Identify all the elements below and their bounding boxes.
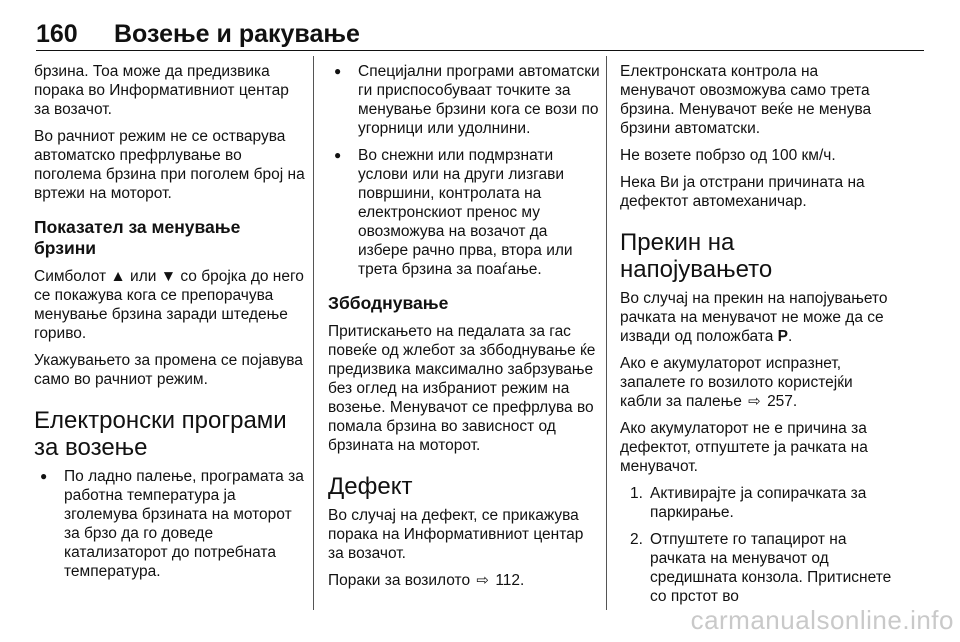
text-span: Во случај на прекин на напојувањето рачката на менувачот не може да се извади од положбата bbox=[620, 290, 888, 345]
page-header bbox=[36, 18, 924, 51]
step-text: Отпуштете го тапацирот на рачката на менувачот од средишната конзола. Притиснете со прстот во bbox=[650, 531, 892, 605]
step-number: 2. bbox=[630, 531, 643, 548]
paragraph: Симболот ▲ или ▼ со бројка до него се покажува кога се препорачува менување брзина заради штедење гориво. bbox=[34, 268, 304, 342]
text-span: Ако е акумулаторот испразнет, запалете го возилото користејќи кабли за палење bbox=[620, 355, 853, 410]
section-heading-kickdown: Зббоднување bbox=[328, 293, 449, 313]
paragraph-reference bbox=[620, 354, 892, 411]
bullet-list bbox=[328, 62, 600, 279]
section-heading-electronic-programs: Електронски програми за возење bbox=[34, 407, 287, 461]
watermark: carmanualsonline.info bbox=[690, 605, 954, 635]
column-1 bbox=[34, 62, 306, 589]
step-number: 1. bbox=[630, 485, 643, 502]
paragraph: Притискањето на педалата за гас повеќе од жлебот за зббоднување ќе предизвика максимално забрзување без оглед на избраниот режим на возење. Менувачот се префрлува во помала брзина во зависност од брзината на моторот. bbox=[328, 323, 596, 454]
list-item bbox=[620, 484, 892, 522]
column-2 bbox=[328, 62, 600, 598]
list-item bbox=[620, 530, 892, 606]
column-divider bbox=[313, 56, 314, 610]
paragraph: Не возете побрзо од 100 км/ч. bbox=[620, 147, 836, 164]
paragraph bbox=[620, 289, 892, 346]
text-span: . bbox=[787, 328, 793, 345]
reference-text: Пораки за возилото bbox=[328, 572, 471, 589]
bullet-list bbox=[34, 467, 306, 581]
step-text: Активирајте ја сопирачката за паркирање. bbox=[650, 485, 867, 521]
list-item: ● По ладно палење, програмата за работна температура ја зголемува брзината на моторот за брзо да го доведе катализаторот до потребната температура. bbox=[34, 467, 306, 581]
list-item: ● Во снежни или подмрзнати услови или на други лизгави површини, контролата на електронскиот пренос му овозможува на возачот да избере рачно прва, втора или трета брзина за поаѓање. bbox=[328, 146, 600, 279]
column-3 bbox=[620, 62, 892, 614]
list-item: ● Специјални програми автоматски ги приспособуваат точките за менување брзини кога се вози по угорници или удолнини. bbox=[328, 62, 600, 138]
column-divider bbox=[606, 56, 607, 610]
reference-page-link[interactable]: 112. bbox=[495, 572, 525, 589]
paragraph: Нека Ви ја отстрани причината на дефектот автомеханичар. bbox=[620, 174, 865, 210]
page-reference-icon[interactable]: ⇨ bbox=[748, 393, 761, 410]
reference-page-link[interactable]: 257. bbox=[767, 393, 798, 410]
paragraph: Во рачниот режим не се остварува автоматско префрлување во поголема брзина при поголем број на вртежи на моторот. bbox=[34, 128, 305, 202]
paragraph: Во случај на дефект, се прикажува порака на Информативниот центар за возачот. bbox=[328, 507, 584, 562]
numbered-list bbox=[620, 484, 892, 606]
paragraph: Укажувањето за промена се појавува само во рачниот режим. bbox=[34, 352, 303, 388]
paragraph-reference bbox=[328, 571, 600, 590]
gear-position-p: P bbox=[777, 328, 788, 345]
page-number: 160 bbox=[36, 20, 78, 48]
chapter-title: Возење и ракување bbox=[114, 20, 360, 48]
section-heading-power-interruption: Прекин на напојувањето bbox=[620, 229, 773, 283]
section-heading-shift-indicator: Показател за менување брзини bbox=[34, 217, 241, 258]
paragraph: Електронската контрола на менувачот овозможува само трета брзина. Менувачот веќе не менува брзини автоматски. bbox=[620, 63, 872, 137]
paragraph: брзина. Тоа може да предизвика порака во Информативниот центар за возачот. bbox=[34, 63, 289, 118]
page-reference-icon[interactable]: ⇨ bbox=[476, 572, 489, 589]
section-heading-fault: Дефект bbox=[328, 473, 413, 500]
paragraph: Ако акумулаторот не е причина за дефектот, отпуштете ја рачката на менувачот. bbox=[620, 420, 868, 475]
